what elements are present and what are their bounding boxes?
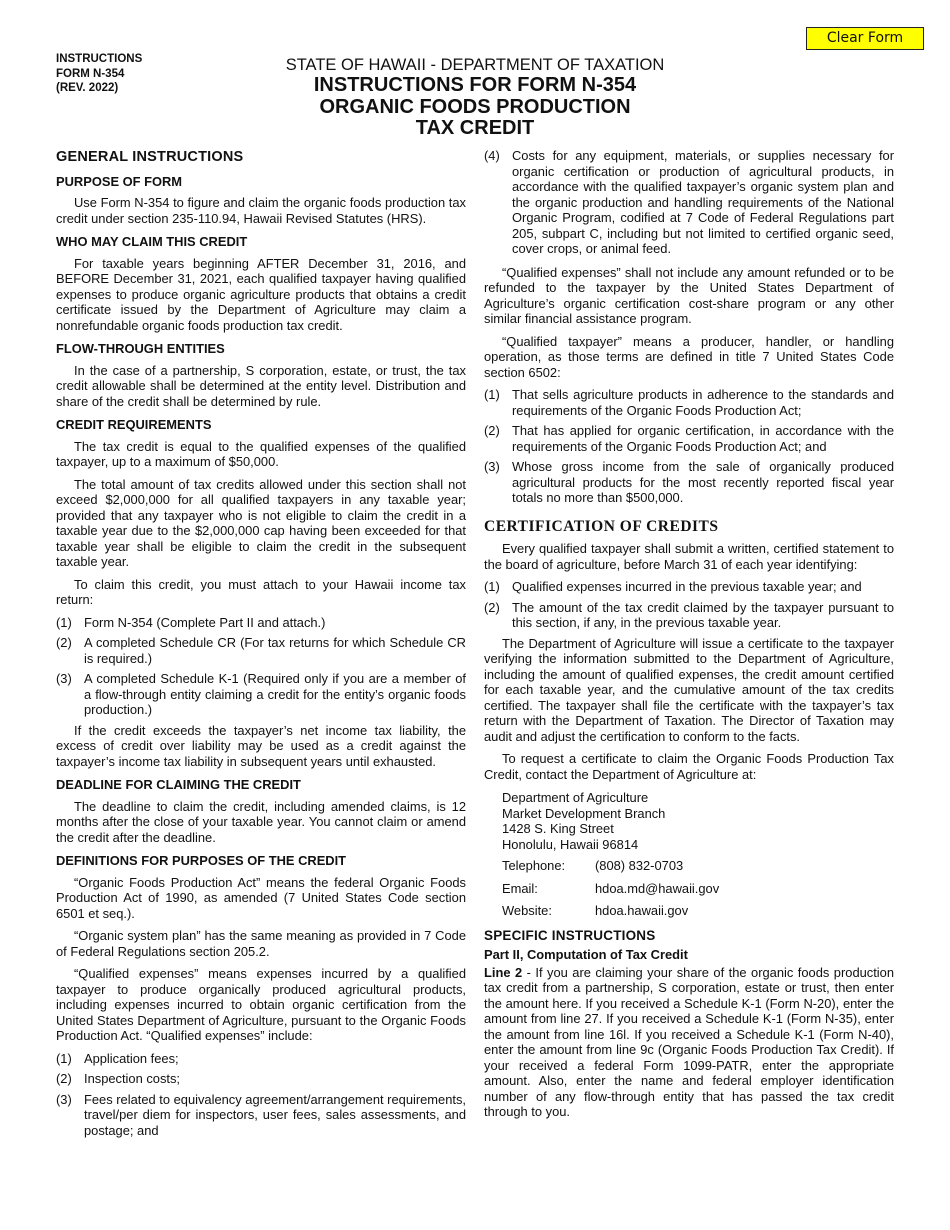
document-header xyxy=(200,56,750,140)
general-instructions-heading: GENERAL INSTRUCTIONS xyxy=(56,149,244,165)
deadline-heading: DEADLINE FOR CLAIMING THE CREDIT xyxy=(56,777,301,792)
purpose-text: Use Form N-354 to figure and claim the organic foods production tax credit under section 235-110.94, Hawaii Revised Statutes (HRS). xyxy=(56,195,466,226)
address-line: Market Development Branch xyxy=(502,805,666,821)
list-item-text: Fees related to equivalency agreement/arrangement requirements, travel/per diem for inspectors, user fees, sales assessments, and postage; and xyxy=(84,1091,466,1138)
credit-requirements-paragraph: The tax credit is equal to the qualified expenses of the qualified taxpayer, up to a maximum of $50,000. xyxy=(56,438,466,469)
list-item xyxy=(484,148,894,257)
list-item-number: (3) xyxy=(56,671,72,686)
list-item-number: (1) xyxy=(56,1050,72,1066)
list-item xyxy=(484,423,894,454)
line-2-label: Line 2 xyxy=(484,964,523,980)
definition-paragraph: “Qualified expenses” means expenses incurred by a qualified taxpayer to produce organically produced agricultural products, including expenses incurred to obtain organic certification from the United States Department of Agriculture, pursuant to the Organic Foods Production Act. “Qualified expenses” include: xyxy=(56,966,466,1043)
definitions-heading: DEFINITIONS FOR PURPOSES OF THE CREDIT xyxy=(56,853,347,868)
list-item-number: (2) xyxy=(56,635,72,650)
telephone-value: (808) 832-0703 xyxy=(595,858,684,873)
credit-carryover-text: If the credit exceeds the taxpayer’s net income tax liability, the excess of credit over liability may be used as a credit against the taxpayer’s income tax liability in subsequent years until exhausted. xyxy=(56,722,466,769)
list-item-text: Inspection costs; xyxy=(84,1071,181,1086)
part-ii-heading xyxy=(484,947,894,963)
address-line: Department of Agriculture xyxy=(502,790,649,805)
contact-label: Website: xyxy=(502,903,552,918)
list-item-number: (4) xyxy=(484,148,500,163)
address-line: Honolulu, Hawaii 96814 xyxy=(502,836,639,852)
contact-website xyxy=(502,903,894,919)
line-2-instructions xyxy=(484,965,894,1120)
list-item-text: That sells agriculture products in adherence to the standards and requirements of the Organic Foods Production Act; xyxy=(512,387,894,418)
list-item-number: (3) xyxy=(484,459,500,474)
qualified-taxpayer-definition: “Qualified taxpayer” means a producer, handler, or handling operation, as those terms are defined in title 7 United States Code section 6502: xyxy=(484,333,894,380)
list-item-text: A completed Schedule K-1 (Required only if you are a member of a flow-through entity claiming a credit for the entity’s organic foods production.) xyxy=(84,671,466,717)
list-item-text: Whose gross income from the sale of organically produced agricultural products for the most recently reported fiscal year totals no more than $500,000. xyxy=(512,459,894,505)
list-item-text: Qualified expenses incurred in the previous taxable year; and xyxy=(512,579,862,594)
line-2-text: - If you are claiming your share of the organic foods production tax credit from a partnership, S corporation, estate or trust, then enter the amount here. If you received a Schedule K-1 (Form N-20), enter the amount from line 27. If you received a Schedule K-1 (Form N-35), enter the amount from line 16l. If you received a Schedule K-1 (Form N-40), enter the amount from line 9c (Organic Foods Production Tax Credit). If your received a federal Form 1099-PATR, enter the appropriate amount. Also, enter the name and federal employer identification number of any flow-through entity that has passed the tax credit through to you. xyxy=(484,964,895,1119)
list-item-text: Application fees; xyxy=(84,1050,179,1066)
definition-paragraph: “Organic Foods Production Act” means the federal Organic Foods Production Act of 1990, as amended (7 United States Code section 6501 et seq.). xyxy=(56,874,466,921)
website-value: hdoa.hawaii.gov xyxy=(595,903,689,918)
specific-instructions-heading: SPECIFIC INSTRUCTIONS xyxy=(484,927,656,943)
certification-paragraph: The Department of Agriculture will issue a certificate to the taxpayer verifying the information submitted to the Department of Agriculture, including the amount of qualified expenses, the credit amount certified for each taxable year, and the cumulative amount of the tax credits certified. The taxpayer shall file the certificate with the taxpayer’s tax return with the Department of Taxation. The Director of Taxation may audit and adjust the certification to conform to the facts. xyxy=(484,635,894,744)
list-item-number: (1) xyxy=(484,579,500,594)
list-item-number: (1) xyxy=(484,387,500,402)
list-item xyxy=(56,1051,466,1067)
list-item-text: Form N-354 (Complete Part II and attach.) xyxy=(84,614,326,630)
list-item-number: (2) xyxy=(56,1071,72,1086)
list-item-text: A completed Schedule CR (For tax returns for which Schedule CR is required.) xyxy=(84,635,466,666)
part-ii-label: Part II xyxy=(484,947,520,962)
credit-requirements-paragraph: To claim this credit, you must attach to your Hawaii income tax return: xyxy=(56,576,466,607)
list-item xyxy=(56,1092,466,1139)
form-id-line-3: (REV. 2022) xyxy=(56,82,119,94)
list-item xyxy=(56,671,466,718)
contact-label: Email: xyxy=(502,880,538,896)
purpose-heading: PURPOSE OF FORM xyxy=(56,173,183,189)
list-item xyxy=(484,579,894,595)
list-item xyxy=(484,600,894,631)
list-item xyxy=(56,615,466,631)
contact-email xyxy=(502,881,894,897)
department-address xyxy=(502,790,894,852)
list-item xyxy=(56,1071,466,1087)
address-line: 1428 S. King Street xyxy=(502,821,614,836)
list-item xyxy=(484,387,894,418)
document-title-line-3: TAX CREDIT xyxy=(415,117,535,139)
part-ii-title: , Computation of Tax Credit xyxy=(519,947,688,962)
clear-form-button[interactable]: Clear Form xyxy=(806,27,924,50)
email-value: hdoa.md@hawaii.gov xyxy=(595,880,720,896)
agency-name: STATE OF HAWAII - DEPARTMENT OF TAXATION xyxy=(285,56,665,74)
who-may-claim-heading: WHO MAY CLAIM THIS CREDIT xyxy=(56,234,248,249)
list-item-text: Costs for any equipment, materials, or supplies necessary for organic certification or production of agricultural products, in accordance with the qualified taxpayer’s organic system plan and the organic production and handling requirements of the National Organic Program, codified at 7 Code of Federal Regulations part 205, subpart C, including but not limited to certified organic seed, cover crops, or animal feed. xyxy=(512,148,894,256)
certification-request-text: To request a certificate to claim the Organic Foods Production Tax Credit, contact the Department of Agriculture at: xyxy=(484,751,894,782)
right-column xyxy=(484,148,894,1127)
credit-requirements-heading: CREDIT REQUIREMENTS xyxy=(56,417,212,432)
list-item xyxy=(56,635,466,666)
list-item-text: The amount of the tax credit claimed by the taxpayer pursuant to this section, if any, in the previous taxable year. xyxy=(512,599,894,630)
list-item-number: (2) xyxy=(484,423,500,438)
list-item-number: (1) xyxy=(56,614,72,630)
list-item-number: (3) xyxy=(56,1091,72,1107)
list-item-text: That has applied for organic certification, in accordance with the requirements of the Organic Foods Production Act; and xyxy=(512,423,894,454)
form-id-line-2: FORM N-354 xyxy=(56,67,125,80)
certification-paragraph: Every qualified taxpayer shall submit a written, certified statement to the board of agriculture, before March 31 of each year identifying: xyxy=(484,541,894,572)
document-title-line-2: ORGANIC FOODS PRODUCTION xyxy=(319,95,631,118)
credit-requirements-paragraph: The total amount of tax credits allowed under this section shall not exceed $2,000,000 for all qualified taxpayers in any taxable year; provided that any taxpayer who is not eligible to claim the credit in a taxable year due to the $2,000,000 cap having been exceeded for that taxable year shall be eligible to claim the credit in the subsequent taxable year. xyxy=(56,476,466,569)
form-identifier xyxy=(56,52,142,96)
contact-label: Telephone: xyxy=(502,858,566,873)
definition-paragraph: “Organic system plan” has the same meaning as provided in 7 Code of Federal Regulations section 205.2. xyxy=(56,928,466,959)
list-item xyxy=(484,459,894,506)
flow-through-text: In the case of a partnership, S corporation, estate, or trust, the tax credit allowable shall be determined at the entity level. Distribution and share of the credit shall be determined by rule. xyxy=(56,362,466,409)
certification-heading: CERTIFICATION OF CREDITS xyxy=(484,517,719,535)
qualified-expenses-exclusion: “Qualified expenses” shall not include any amount refunded or to be refunded to the taxpayer by the United States Department of Agriculture’s organic certification cost-share program or any other similar financial assistance program. xyxy=(484,264,894,326)
left-column xyxy=(56,148,466,1143)
deadline-text: The deadline to claim the credit, including amended claims, is 12 months after the close of your taxable year. You cannot claim or amend the credit after the deadline. xyxy=(56,798,466,845)
list-item-number: (2) xyxy=(484,599,500,615)
form-id-line-1: INSTRUCTIONS xyxy=(56,53,143,65)
contact-telephone xyxy=(502,858,894,874)
flow-through-heading: FLOW-THROUGH ENTITIES xyxy=(56,341,225,356)
document-title-line-1: INSTRUCTIONS FOR FORM N-354 xyxy=(313,74,637,96)
who-may-claim-text: For taxable years beginning AFTER December 31, 2016, and BEFORE December 31, 2021, each qualified taxpayer having qualified expenses to produce organic agriculture products that obtains a credit certificate issued by the Department of Agriculture may claim a nonrefundable organic foods production tax credit. xyxy=(56,255,466,333)
